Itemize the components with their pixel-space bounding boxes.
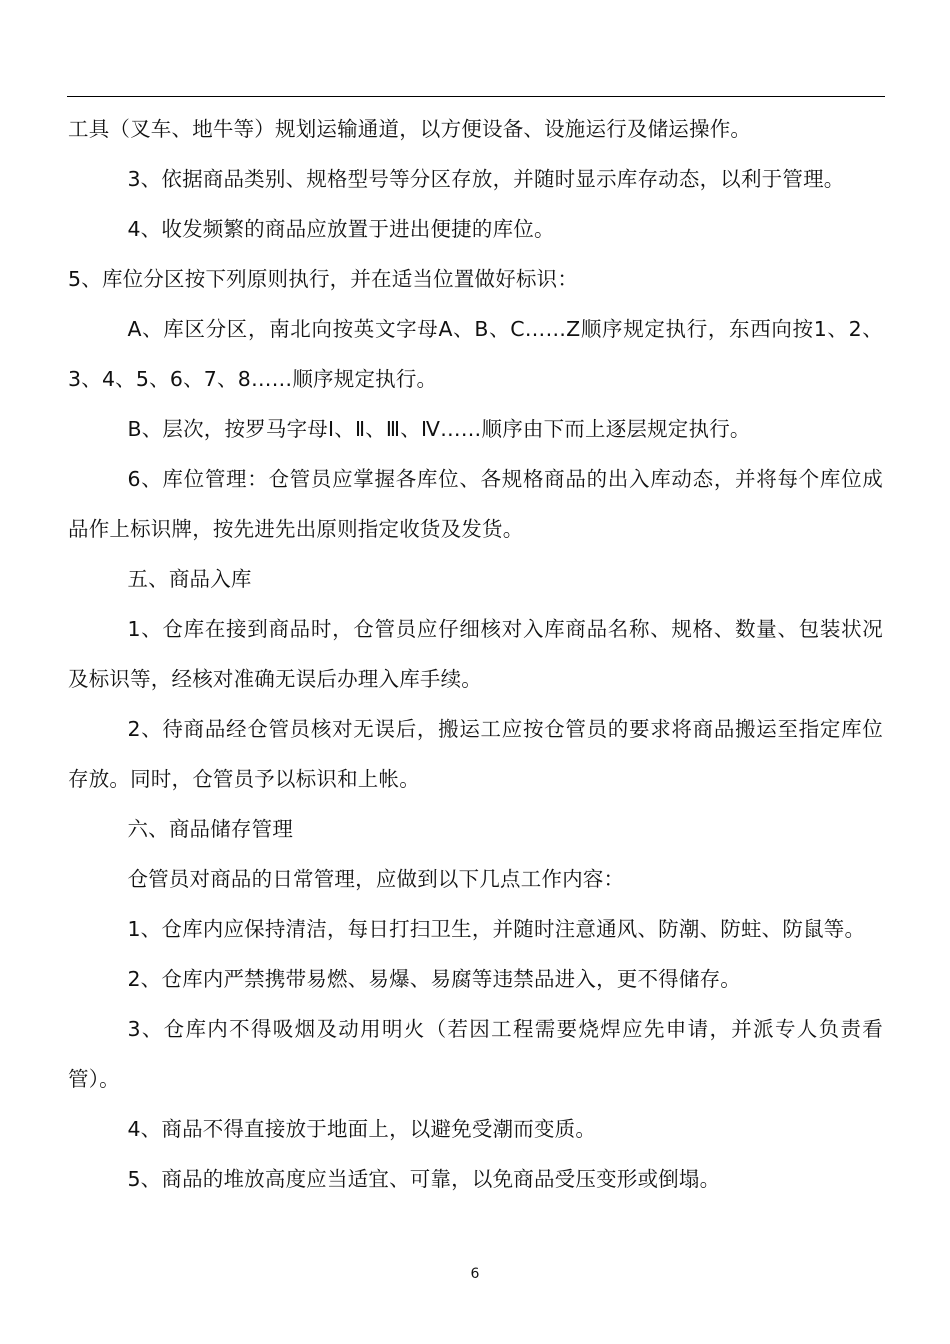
- paragraph: 3、仓库内不得吸烟及动用明火（若因工程需要烧焊应先申请，并派专人负责看管）。: [68, 1017, 883, 1091]
- paragraph: A、库区分区，南北向按英文字母A、B、C……Z顺序规定执行，东西向按1、2、3、4、5、6、7、8……顺序规定执行。: [68, 317, 883, 391]
- paragraph: 3、依据商品类别、规格型号等分区存放，并随时显示库存动态，以利于管理。: [127, 167, 845, 191]
- page-number: 6: [470, 1266, 480, 1282]
- paragraph: 工具（叉车、地牛等）规划运输通道，以方便设备、设施运行及储运操作。: [68, 117, 752, 141]
- paragraph: 仓管员对商品的日常管理，应做到以下几点工作内容：: [127, 867, 625, 891]
- paragraph: 1、仓库内应保持清洁，每日打扫卫生，并随时注意通风、防潮、防蛀、防鼠等。: [127, 917, 866, 941]
- paragraph: 2、仓库内严禁携带易燃、易爆、易腐等违禁品进入，更不得储存。: [127, 967, 741, 991]
- header-rule: [67, 96, 885, 97]
- paragraph: 5、库位分区按下列原则执行，并在适当位置做好标识：: [68, 267, 579, 291]
- section-heading: 五、商品入库: [127, 567, 252, 591]
- paragraph: 4、收发频繁的商品应放置于进出便捷的库位。: [127, 217, 555, 241]
- paragraph: 4、商品不得直接放于地面上，以避免受潮而变质。: [127, 1117, 597, 1141]
- paragraph: 5、商品的堆放高度应当适宜、可靠，以免商品受压变形或倒塌。: [127, 1167, 721, 1191]
- paragraph: 1、仓库在接到商品时，仓管员应仔细核对入库商品名称、规格、数量、包装状况及标识等，经核对准确无误后办理入库手续。: [68, 617, 883, 691]
- paragraph: 2、待商品经仓管员核对无误后，搬运工应按仓管员的要求将商品搬运至指定库位存放。同时，仓管员予以标识和上帐。: [68, 717, 883, 791]
- section-heading: 六、商品储存管理: [127, 817, 294, 841]
- document-body: [68, 104, 883, 1204]
- paragraph: 6、库位管理：仓管员应掌握各库位、各规格商品的出入库动态，并将每个库位成品作上标识牌，按先进先出原则指定收货及发货。: [68, 467, 883, 541]
- paragraph: B、层次，按罗马字母Ⅰ、Ⅱ、Ⅲ、Ⅳ……顺序由下而上逐层规定执行。: [127, 417, 751, 441]
